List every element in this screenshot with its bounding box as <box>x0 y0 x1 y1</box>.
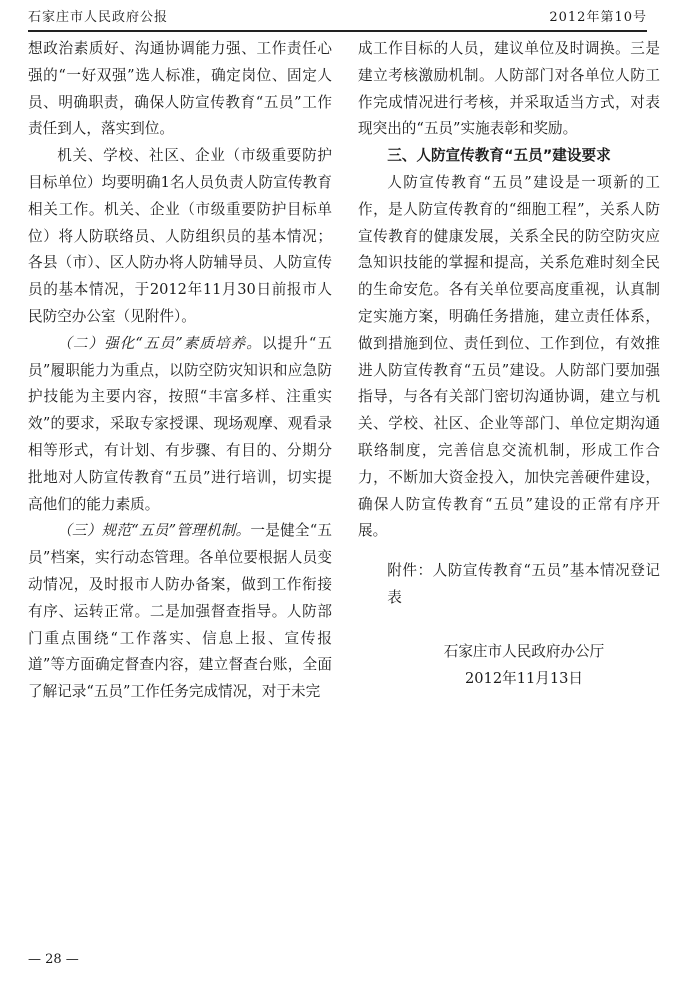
issue-date: 2012年11月13日 <box>464 669 584 687</box>
subheading-training: （二）强化“五员”素质培养。 <box>57 334 262 352</box>
management-body: 一是健全“五员”档案，实行动态管理。各单位要根据人员变动情况，及时报市人防办备案，做到工作衔接有序、运转正常。二是加强督查指导。人防部门重点围绕“工作落实、信息上报、宣传报道”等方面确定督查内容，建立督查台账，全面了解记录“五员”工作任务完成情况，对于未完 <box>28 522 332 701</box>
subheading-management: （三）规范“五员”管理机制。 <box>57 522 251 540</box>
issue-number: 2012年第10号 <box>549 10 647 25</box>
paragraph-requirements: 人防宣传教育“五员”建设是一项新的工作，是人防宣传教育的“细胞工程”，关系人防宣传教育的健康发展，关系全民的防空防灾应急知识技能的掌握和提高，关系危难时刻全民的生命安危。各有关单位要高度重视，认真制定实施方案，明确任务措施，建立责任体系，做到措施到位、责任到位、工作到位，有效推进人防宣传教育“五员”建设。人防部门要加强指导，与各有关部门密切沟通协调，建立与机关、学校、社区、企业等部门、单位定期沟通联络制度，完善信息交流机制，形成工作合力，不断加大资金投入，加快完善硬件建设，确保人防宣传教育“五员”建设的正常有序开展。 <box>358 173 660 540</box>
training-body: 以提升“五员”履职能力为重点，以防空防灾知识和应急防护技能为主要内容，按照“丰富多样、注重实效”的要求，采取专家授课、现场观摩、观看录相等形式，有计划、有步骤、有目的、分期分批地对人防宣传教育“五员”进行培训，切实提高他们的能力素质。 <box>28 334 332 513</box>
left-column <box>28 36 332 706</box>
right-column <box>358 36 660 692</box>
attachment-note <box>358 558 660 612</box>
page-header <box>28 6 647 32</box>
section-title: 三、人防宣传教育“五员”建设要求 <box>387 147 611 165</box>
attachment-label: 附件： <box>387 562 433 580</box>
page-number: — 28 — <box>28 952 79 967</box>
issuer: 石家庄市人民政府办公厅 <box>443 642 605 660</box>
paragraph-continued: 想政治素质好、沟通协调能力强、工作责任心强的“一好双强”选人标准，确定岗位、固定人员、明确职责，确保人防宣传教育“五员”工作责任到人，落实到位。 <box>28 40 332 138</box>
publication-title: 石家庄市人民政府公报 <box>28 10 169 25</box>
paragraph-training <box>28 331 332 519</box>
paragraph-staffing: 机关、学校、社区、企业（市级重要防护目标单位）均要明确1名人员负责人防宣传教育相关工作。机关、企业（市级重要防护目标单位）将人防联络员、人防组织员的基本情况；各县（市）、区人防办将人防辅导员、人防宣传员的基本情况，于2012年11月30日前报市人民防空办公室（见附件）。 <box>28 147 332 325</box>
paragraph-management <box>28 518 332 706</box>
paragraph-continued-right: 成工作目标的人员，建议单位及时调换。三是建立考核激励机制。人防部门对各单位人防工作完成情况进行考核，并采取适当方式，对表现突出的“五员”实施表彰和奖励。 <box>358 40 660 138</box>
attachment-title: 人防宣传教育“五员”基本情况登记表 <box>387 562 660 606</box>
